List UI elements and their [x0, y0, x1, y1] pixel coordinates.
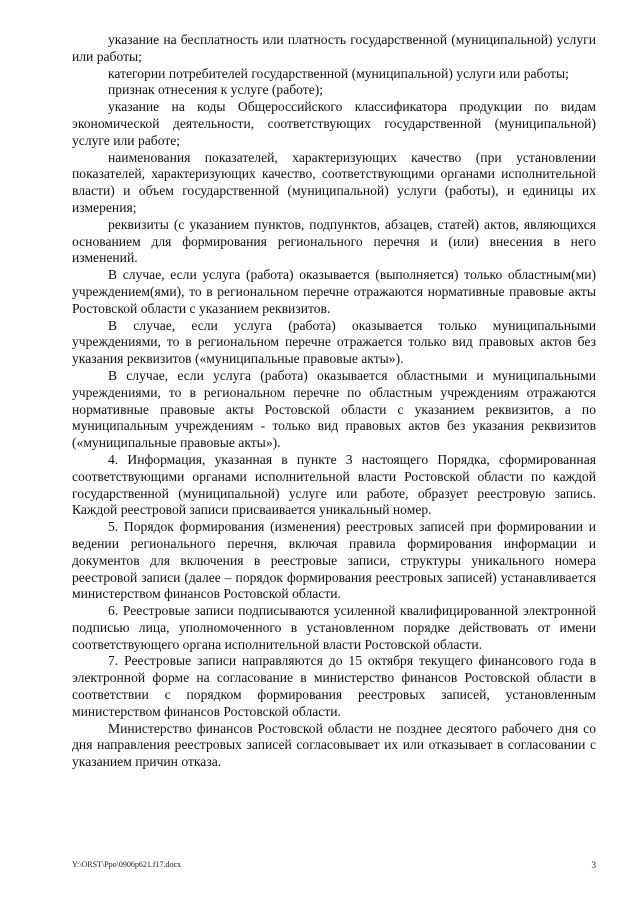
paragraph: указание на бесплатность или платность государственной (муниципальной) услуги или работы; [72, 32, 596, 64]
paragraph: наименования показателей, характеризующих качество (при установлении показателей, характеризующих качество, соответствующими органами исполнительной власти) и объем государственной (муниципальной) услуги (работы), и единицы их измерения; [72, 149, 596, 215]
paragraph: реквизиты (с указанием пунктов, подпунктов, абзацев, статей) актов, являющихся основанием для формирования регионального перечня и (или) внесения в него изменений. [72, 216, 596, 266]
paragraph: указание на коды Общероссийского классификатора продукции по видам экономической деятельности, соответствующих государственной (муниципальной) услуге или работе; [72, 99, 596, 148]
paragraph: В случае, если услуга (работа) оказывается только муниципальными учреждениями, то в региональном перечне отражается только вид правовых актов без указания реквизитов («муниципальные правовые акты»). [72, 317, 596, 367]
page-number: 3 [591, 860, 596, 870]
paragraph: признак отнесения к услуге (работе); [108, 82, 324, 98]
paragraph: 7. Реестровые записи направляются до 15 октября текущего финансового года в электронной форме на согласование в министерство финансов Ростовской области в соответствии с порядком формирования реестровых записей, установленным министерством финансов Ростовской области. [72, 653, 596, 719]
paragraph: 4. Информация, указанная в пункте 3 настоящего Порядка, сформированная соответствующими органами исполнительной власти Ростовской области по каждой государственной (муниципальной) услуге или работе, образует реестровую запись. Каждой реестровой записи присваивается уникальный номер. [72, 451, 596, 518]
document-body [72, 32, 596, 771]
paragraph: категории потребителей государственной (муниципальной) услуги или работы; [108, 65, 569, 81]
file-path: Y:\ORST\Ppo\0906p621.f17.docx [72, 860, 182, 869]
paragraph: 6. Реестровые записи подписываются усиленной квалифицированной электронной подписью лица, уполномоченного в установленном порядке действовать от имени соответствующего органа исполнительной власти Ростовской области. [72, 603, 596, 652]
paragraph: 5. Порядок формирования (изменения) реестровых записей при формировании и ведении регионального перечня, включая правила формирования информации и документов для включения в реестровые записи, структуры уникального номера реестровой записи (далее – порядок формирования реестровых записей) устанавливается министерством финансов Ростовской области. [72, 519, 596, 602]
paragraph: В случае, если услуга (работа) оказывается областными и муниципальными учреждениями, то в региональном перечне по областным учреждениям отражаются нормативные правовые акты Ростовской области с указанием реквизитов, а по муниципальным учреждениям - только вид правовых актов без указания реквизитов («муниципальные правовые акты»). [72, 367, 596, 451]
paragraph: В случае, если услуга (работа) оказывается (выполняется) только областным(ми) учреждением(ями), то в региональном перечне отражаются нормативные правовые акты Ростовской области с указанием реквизитов. [72, 267, 596, 316]
paragraph: Министерство финансов Ростовской области не позднее десятого рабочего дня со дня направления реестровых записей согласовывает их или отказывает в согласовании с указанием причин отказа. [72, 720, 596, 770]
